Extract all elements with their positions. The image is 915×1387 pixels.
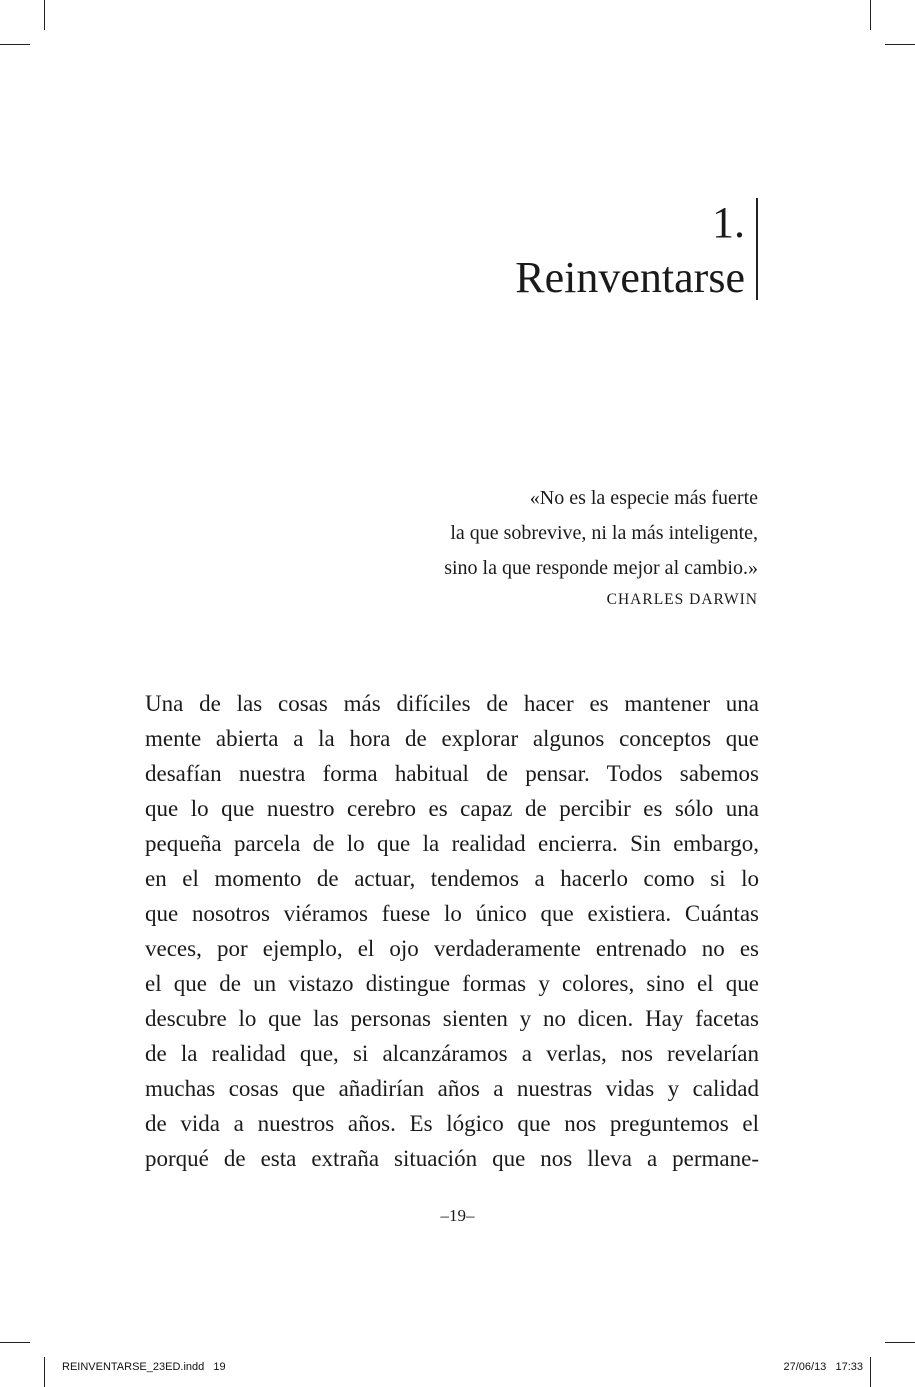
slug-datetime: 27/06/13 17:33: [783, 1361, 863, 1373]
epigraph-line: «No es la especie más fuerte: [529, 487, 758, 509]
crop-mark-top-right-vertical: [870, 0, 871, 30]
body-line: de la realidad que, si alcanzáramos a verlas, nos revelarían: [145, 1041, 759, 1066]
body-line: de vida a nuestros años. Es lógico que nos preguntemos el: [145, 1111, 759, 1136]
epigraph: [258, 481, 758, 615]
body-line: mente abierta a la hora de explorar algunos conceptos que: [145, 726, 759, 751]
epigraph-line: sino la que responde mejor al cambio.»: [444, 557, 758, 579]
page-number: –19–: [440, 1206, 475, 1225]
slug-filename: REINVENTARSE_23ED.indd 19: [62, 1361, 226, 1373]
epigraph-line: la que sobrevive, ni la más inteligente,: [450, 522, 758, 544]
body-paragraph: [145, 686, 759, 1176]
chapter-heading: [515, 196, 745, 306]
crop-mark-top-right-horizontal: [885, 44, 915, 45]
crop-mark-bottom-left-horizontal: [0, 1342, 30, 1343]
body-line: que lo que nuestro cerebro es capaz de percibir es sólo una: [145, 796, 759, 821]
crop-mark-bottom-right-vertical: [870, 1357, 871, 1387]
body-line: muchas cosas que añadirían años a nuestras vidas y calidad: [145, 1076, 759, 1101]
body-line: descubre lo que las personas sienten y no dicen. Hay facetas: [145, 1006, 759, 1031]
body-line: en el momento de actuar, tendemos a hacerlo como si lo: [145, 866, 759, 891]
chapter-number: 1.: [712, 198, 745, 247]
body-line: el que de un vistazo distingue formas y colores, sino el que: [145, 971, 759, 996]
body-line: que nosotros viéramos fuese lo único que existiera. Cuántas: [145, 901, 759, 926]
crop-mark-bottom-right-horizontal: [885, 1342, 915, 1343]
crop-mark-bottom-left-vertical: [44, 1357, 45, 1387]
body-line: porqué de esta extraña situación que nos lleva a permane-: [145, 1146, 759, 1171]
body-line: Una de las cosas más difíciles de hacer es mantener una: [145, 691, 759, 716]
body-line: desafían nuestra forma habitual de pensar. Todos sabemos: [145, 761, 759, 786]
chapter-title: Reinventarse: [515, 253, 745, 302]
chapter-vertical-rule: [756, 198, 758, 300]
crop-mark-top-left-vertical: [44, 0, 45, 30]
body-line: veces, por ejemplo, el ojo verdaderamente entrenado no es: [145, 936, 759, 961]
body-line: pequeña parcela de lo que la realidad encierra. Sin embargo,: [145, 831, 759, 856]
epigraph-author: CHARLES DARWIN: [606, 591, 758, 608]
crop-mark-top-left-horizontal: [0, 44, 30, 45]
